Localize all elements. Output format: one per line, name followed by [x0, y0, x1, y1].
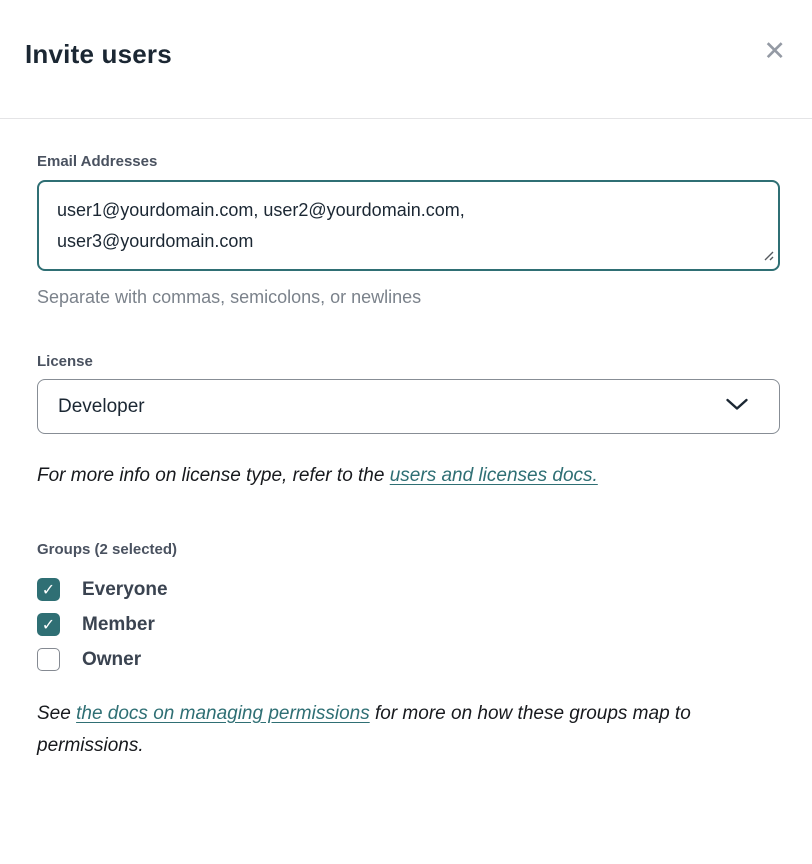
owner-checkbox-label[interactable]: Owner — [82, 648, 142, 670]
resize-handle-icon[interactable] — [761, 248, 774, 266]
license-selected-value: Developer — [58, 395, 145, 417]
email-addresses-label: Email Addresses — [37, 153, 158, 170]
everyone-checkbox-label[interactable]: Everyone — [82, 578, 168, 600]
email-addresses-input[interactable] — [37, 180, 780, 271]
license-info-prefix: For more info on license type, refer to the — [37, 465, 390, 486]
managing-permissions-docs-link[interactable]: the docs on managing permissions — [76, 703, 370, 724]
groups-info-prefix: See — [37, 703, 77, 724]
groups-info-suffix: for more on how these groups map to permissions. — [37, 703, 691, 756]
groups-label: Groups (2 selected) — [37, 541, 178, 558]
license-label: License — [37, 353, 93, 370]
member-checkbox-label[interactable]: Member — [82, 613, 155, 635]
close-button[interactable] — [763, 36, 786, 67]
groups-checkbox-list — [37, 572, 780, 677]
checkbox-row-member[interactable] — [37, 607, 780, 642]
everyone-checkbox[interactable] — [37, 578, 60, 601]
owner-checkbox[interactable] — [37, 648, 60, 671]
chevron-down-icon — [725, 398, 749, 416]
checkbox-row-owner[interactable] — [37, 642, 780, 677]
license-select[interactable] — [37, 379, 780, 434]
modal-header — [0, 0, 812, 119]
member-checkbox[interactable] — [37, 613, 60, 636]
groups-info-text — [37, 698, 780, 762]
users-and-licenses-docs-link[interactable]: users and licenses docs. — [389, 465, 598, 486]
close-icon: ✕ — [763, 36, 786, 67]
check-icon: ✓ — [41, 614, 56, 634]
modal-body — [0, 119, 812, 762]
checkbox-row-everyone[interactable] — [37, 572, 780, 607]
email-textarea-wrap — [37, 180, 780, 271]
email-helper-text: Separate with commas, semicolons, or newlines — [37, 287, 422, 307]
license-info-text — [37, 460, 780, 492]
check-icon: ✓ — [41, 579, 56, 599]
page-title: Invite users — [25, 39, 172, 69]
